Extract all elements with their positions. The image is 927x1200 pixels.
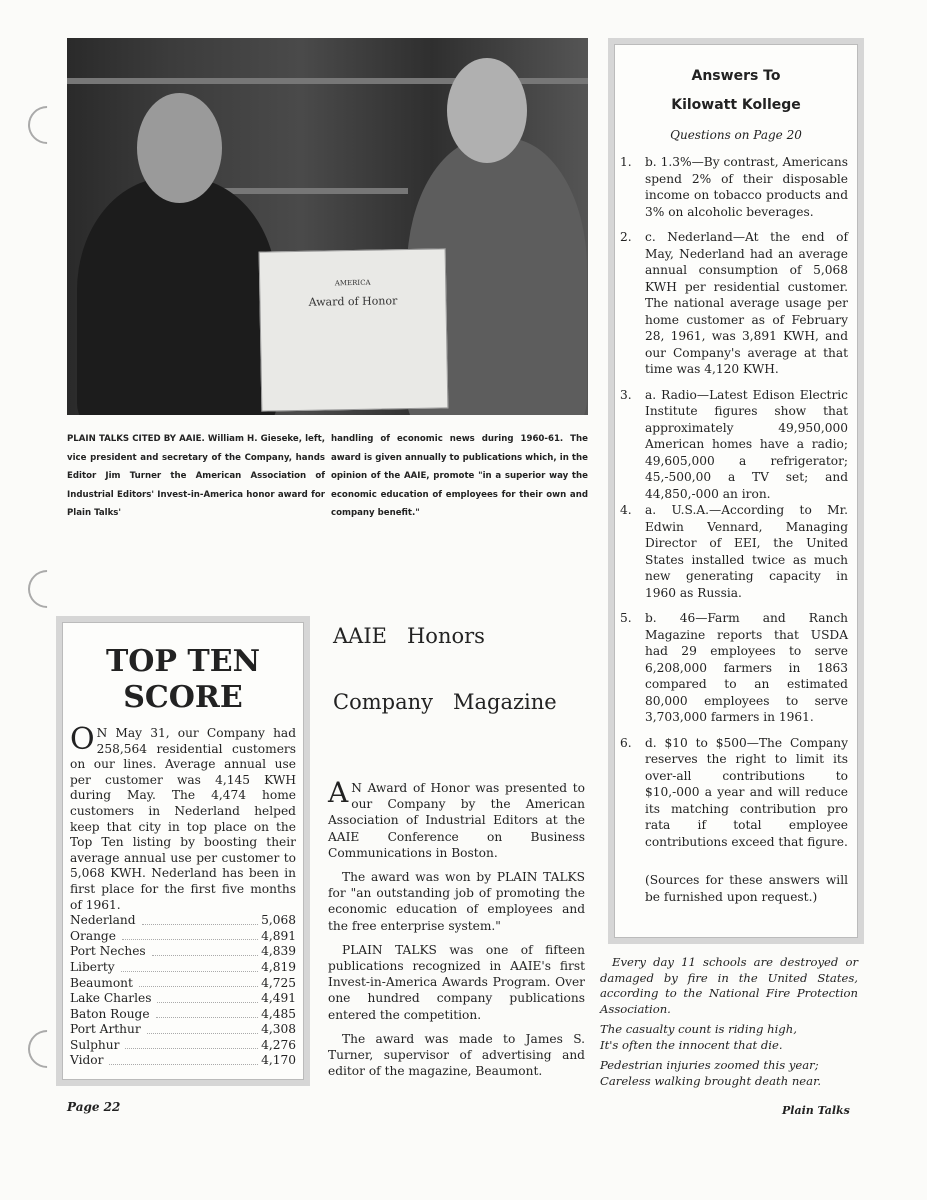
top-ten-row bbox=[70, 991, 296, 1007]
leader-dots bbox=[156, 1007, 259, 1019]
top-ten-title-1: TOP TEN bbox=[105, 644, 261, 679]
city-name: Port Arthur bbox=[70, 1022, 141, 1037]
answer-number: 3. bbox=[620, 387, 632, 402]
city-name: Liberty bbox=[70, 959, 115, 974]
answer-text: a. Radio—Latest Edison Electric Institute figures show that approximately 49,950,000 American homes have a radio; 49,605,000 a refrigerator; 45,-500,00 a TV set; and 44,850,-000 an iron. bbox=[645, 387, 848, 501]
article-body bbox=[328, 776, 585, 1079]
answer-number: 4. bbox=[620, 503, 632, 517]
kwh-value: 4,276 bbox=[261, 1037, 296, 1052]
top-ten-row bbox=[70, 1053, 296, 1069]
answer-text: b. 1.3%—By contrast, Americans spend 2% of their disposable income on tobacco products and 3% on alcoholic beverages. bbox=[645, 155, 848, 219]
kwh-value: 4,891 bbox=[261, 928, 296, 943]
city-name: Baton Rouge bbox=[70, 1006, 150, 1021]
leader-dots bbox=[147, 1022, 258, 1034]
top-ten-row bbox=[70, 929, 296, 945]
award-certificate bbox=[259, 248, 449, 411]
filler-line: Careless walking brought death near. bbox=[600, 1073, 822, 1088]
filler-line: It's often the innocent that die. bbox=[600, 1037, 783, 1052]
article-paragraph: N Award of Honor was presented to our Company by the American Association of Industrial Editors at the AAIE Conference on Business Communications in Boston. bbox=[328, 781, 585, 860]
page-number: Page 22 bbox=[67, 1100, 121, 1114]
top-ten-row bbox=[70, 1022, 296, 1038]
kwh-value: 4,485 bbox=[261, 1006, 296, 1021]
city-name: Vidor bbox=[70, 1053, 104, 1068]
top-ten-title-2: SCORE bbox=[123, 680, 243, 715]
top-ten-table bbox=[70, 913, 296, 1069]
answer-text: d. $10 to $500—The Company reserves the right to limit its over-all contributions to $10,-000 a year and will reduce its matching contribution pro rata if total employee contributions exceed that figure. bbox=[645, 735, 848, 849]
answer-text: c. Nederland—At the end of May, Nederland had an average annual consumption of 5,068 KWH per residential customer. The national average usage per home customer as of February 28, 1961, was 3,891 KWH, and our Company's average at that time was 4,120 KWH. bbox=[645, 230, 848, 376]
answer-text: a. U.S.A.—According to Mr. Edwin Vennard, Managing Director of EEI, the United States installed twice as much new generating capacity in 1960 as Russia. bbox=[645, 503, 848, 600]
drop-cap: O bbox=[70, 722, 95, 757]
answer-item bbox=[620, 229, 848, 378]
fire-safety-filler bbox=[600, 955, 858, 1089]
top-ten-intro-text: N May 31, our Company had 258,564 residential customers on our lines. Average annual use per customer was 4,145 KWH during May. The 4,474 home customers in Nederland helped keep that city in top place on the Top Ten listing by boosting their average annual use per customer to 5,068 KWH. Nederland has been in first place for the first five months of 1961. bbox=[70, 726, 296, 912]
photo-caption-col2: handling of economic news during 1960-61. The award is given annually to publications which, in the opinion of the AAIE, promote "in a superior way the economic education of employees for their own and company benefit." bbox=[331, 434, 588, 519]
answer-number: 6. bbox=[620, 735, 632, 750]
magazine-name: Plain Talks bbox=[782, 1104, 850, 1117]
kwh-value: 4,839 bbox=[261, 944, 296, 959]
city-name: Sulphur bbox=[70, 1037, 120, 1052]
answer-text: b. 46—Farm and Ranch Magazine reports that USDA had 29 employees to serve 6,208,000 farmers in 1863 compared to an estimated 80,000 employees to serve 3,703,000 farmers in 1961. bbox=[645, 611, 848, 724]
article-paragraph: The award was won by PLAIN TALKS for "an outstanding job of promoting the economic education of employees and the free enterprise system." bbox=[328, 870, 585, 933]
kwh-value: 4,170 bbox=[261, 1053, 296, 1068]
leader-dots bbox=[125, 1038, 258, 1050]
leader-dots bbox=[121, 960, 258, 972]
city-name: Port Neches bbox=[70, 944, 146, 959]
binder-hole bbox=[20, 562, 74, 616]
certificate-title: Award of Honor bbox=[308, 294, 398, 309]
filler-line: Pedestrian injuries zoomed this year; bbox=[600, 1058, 819, 1072]
drop-cap: A bbox=[328, 776, 349, 809]
answers-box bbox=[608, 38, 864, 944]
person-left bbox=[77, 178, 277, 415]
kwh-value: 4,819 bbox=[261, 959, 296, 974]
leader-dots bbox=[109, 1053, 258, 1065]
answer-item bbox=[620, 735, 848, 851]
kwh-value: 4,725 bbox=[261, 975, 296, 990]
answer-number: 1. bbox=[620, 155, 632, 169]
top-ten-box bbox=[56, 616, 310, 1086]
top-ten-row bbox=[70, 976, 296, 992]
award-photo bbox=[67, 38, 588, 415]
top-ten-row bbox=[70, 1007, 296, 1023]
answers-list bbox=[620, 154, 848, 905]
top-ten-intro bbox=[70, 722, 296, 913]
top-ten-row bbox=[70, 1038, 296, 1054]
leader-dots bbox=[122, 929, 258, 941]
article-paragraph: The award was made to James S. Turner, supervisor of advertising and editor of the magazine, Beaumont. bbox=[328, 1031, 585, 1079]
article-paragraph: PLAIN TALKS was one of fifteen publications recognized in AAIE's first Invest-in-America Awards Program. Over one hundred company publications entered the competition. bbox=[328, 942, 585, 1022]
kwh-value: 4,308 bbox=[261, 1022, 296, 1037]
answer-number: 5. bbox=[620, 611, 632, 625]
city-name: Lake Charles bbox=[70, 991, 152, 1006]
leader-dots bbox=[139, 976, 258, 988]
city-name: Orange bbox=[70, 928, 116, 943]
answer-number: 2. bbox=[620, 230, 632, 244]
top-ten-row bbox=[70, 913, 296, 929]
answer-item bbox=[620, 387, 848, 503]
leader-dots bbox=[142, 913, 259, 925]
article-title-1: AAIE Honors bbox=[333, 624, 485, 648]
kwh-value: 4,491 bbox=[261, 991, 296, 1006]
top-ten-row bbox=[70, 960, 296, 976]
certificate-brand: AMERICA bbox=[334, 278, 371, 288]
answer-item bbox=[620, 154, 848, 220]
leader-dots bbox=[152, 944, 258, 956]
top-ten-title bbox=[62, 644, 304, 716]
leader-dots bbox=[157, 991, 258, 1003]
answers-title-1: Answers To bbox=[691, 68, 781, 84]
answers-subtitle: Questions on Page 20 bbox=[670, 128, 802, 142]
top-ten-row bbox=[70, 944, 296, 960]
answers-title-2: Kilowatt Kollege bbox=[671, 97, 801, 113]
filler-line: The casualty count is riding high, bbox=[600, 1022, 797, 1036]
city-name: Beaumont bbox=[70, 975, 133, 990]
answer-item bbox=[620, 610, 848, 726]
city-name: Nederland bbox=[70, 913, 136, 928]
filler-paragraph: Every day 11 schools are destroyed or damaged by fire in the United States, according to the National Fire Protection Association. bbox=[600, 955, 858, 1016]
kwh-value: 5,068 bbox=[261, 913, 296, 928]
photo-caption-col1: PLAIN TALKS CITED BY AAIE. William H. Gieseke, left, vice president and secretary of the Company, hands Editor Jim Turner the American Association of Industrial Editors' Invest-in-America honor award for Plain Talks' bbox=[67, 434, 325, 519]
article-title-2: Company Magazine bbox=[333, 690, 557, 714]
answer-item bbox=[620, 502, 848, 601]
answers-sources: (Sources for these answers will be furnished upon request.) bbox=[645, 873, 848, 904]
binder-hole bbox=[20, 98, 74, 152]
